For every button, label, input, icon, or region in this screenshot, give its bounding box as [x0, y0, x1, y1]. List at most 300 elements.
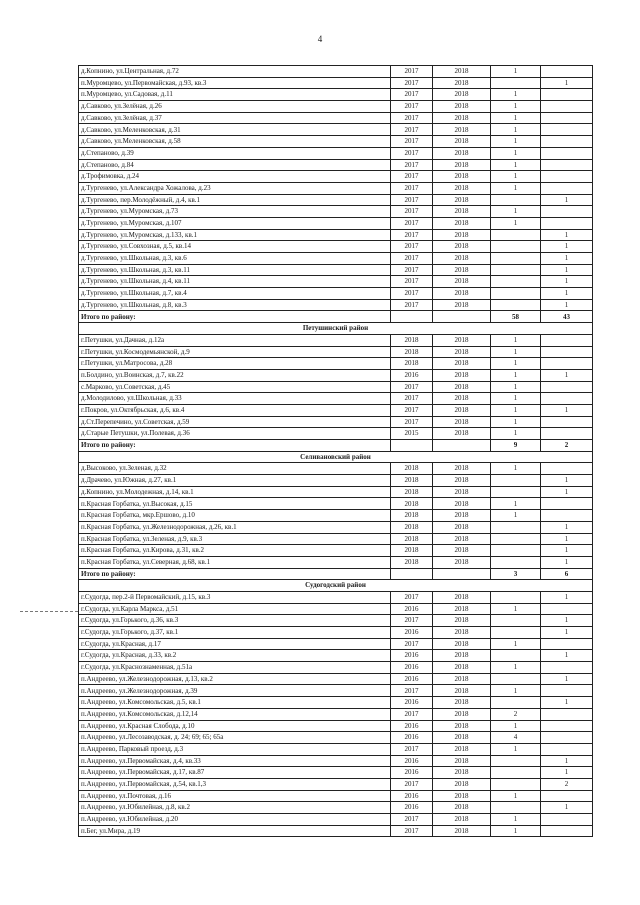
- table-row: [79, 486, 593, 498]
- year-start-cell: 2017: [391, 253, 433, 265]
- year-start-cell: 2016: [391, 790, 433, 802]
- count-b-cell: 1: [541, 556, 593, 568]
- count-a-cell: 1: [491, 814, 541, 826]
- address-cell: д.Старые Петушки, ул.Полевая, д.36: [79, 428, 391, 440]
- year-start-cell: 2016: [391, 369, 433, 381]
- district-total-row: [79, 568, 593, 580]
- year-end-cell: 2018: [433, 276, 491, 288]
- year-start-cell: 2018: [391, 358, 433, 370]
- year-end-cell: 2018: [433, 393, 491, 405]
- table-row: [79, 498, 593, 510]
- table-row: [79, 545, 593, 557]
- count-b-cell: 1: [541, 369, 593, 381]
- year-end-cell: 2018: [433, 299, 491, 311]
- address-cell: г.Петушки, ул.Матросова, д.28: [79, 358, 391, 370]
- count-a-cell: 1: [491, 720, 541, 732]
- table-row: [79, 101, 593, 113]
- year-end-cell: 2018: [433, 416, 491, 428]
- year-end-cell: 2018: [433, 369, 491, 381]
- year-end-cell: 2018: [433, 603, 491, 615]
- address-cell: п.Андреево, ул.Комсомольская, д.12,14: [79, 708, 391, 720]
- year-start-cell: 2018: [391, 486, 433, 498]
- count-a-cell: [491, 697, 541, 709]
- count-b-cell: 1: [541, 533, 593, 545]
- year-end-cell: 2018: [433, 802, 491, 814]
- count-b-cell: [541, 416, 593, 428]
- year-start-cell: 2017: [391, 124, 433, 136]
- table-row: [79, 662, 593, 674]
- count-b-cell: 1: [541, 77, 593, 89]
- table-row: [79, 627, 593, 639]
- count-b-cell: [541, 159, 593, 171]
- address-cell: г.Судогда, ул.Красная, д.17: [79, 638, 391, 650]
- table-row: [79, 720, 593, 732]
- year-end-cell: 2018: [433, 685, 491, 697]
- year-start-cell: 2017: [391, 591, 433, 603]
- year-start-cell: 2017: [391, 229, 433, 241]
- count-b-cell: [541, 206, 593, 218]
- address-cell: г.Петушки, ул.Дачная, д.12а: [79, 334, 391, 346]
- empty-cell: [433, 440, 491, 452]
- count-b-cell: [541, 732, 593, 744]
- count-b-cell: 1: [541, 545, 593, 557]
- count-a-cell: [491, 755, 541, 767]
- table-row: [79, 533, 593, 545]
- count-a-cell: 1: [491, 498, 541, 510]
- district-name: Петушинский район: [79, 323, 593, 335]
- count-a-cell: 1: [491, 638, 541, 650]
- count-a-cell: [491, 229, 541, 241]
- count-b-cell: 1: [541, 194, 593, 206]
- year-start-cell: 2017: [391, 171, 433, 183]
- year-end-cell: 2018: [433, 545, 491, 557]
- year-end-cell: 2018: [433, 404, 491, 416]
- table-row: [79, 334, 593, 346]
- count-b-cell: [541, 346, 593, 358]
- table-row: [79, 299, 593, 311]
- count-b-cell: [541, 112, 593, 124]
- year-start-cell: 2017: [391, 147, 433, 159]
- table-row: [79, 124, 593, 136]
- table-row: [79, 217, 593, 229]
- year-end-cell: 2018: [433, 720, 491, 732]
- count-a-cell: 1: [491, 182, 541, 194]
- address-cell: д.Тургенево, ул.Муромская, д.107: [79, 217, 391, 229]
- count-b-cell: 1: [541, 697, 593, 709]
- address-cell: д.Тургенево, ул.Школьная, д.4, кв.11: [79, 276, 391, 288]
- table-row: [79, 89, 593, 101]
- address-cell: п.Красная Горбатка, ул.Высокая, д.15: [79, 498, 391, 510]
- table-row: [79, 264, 593, 276]
- count-b-cell: 1: [541, 673, 593, 685]
- year-end-cell: 2018: [433, 136, 491, 148]
- table-row: [79, 615, 593, 627]
- year-end-cell: 2018: [433, 650, 491, 662]
- table-row: [79, 685, 593, 697]
- empty-cell: [391, 311, 433, 323]
- count-b-cell: 1: [541, 650, 593, 662]
- table-row: [79, 381, 593, 393]
- count-a-cell: 1: [491, 381, 541, 393]
- table-row: [79, 743, 593, 755]
- count-a-cell: [491, 767, 541, 779]
- empty-cell: [433, 311, 491, 323]
- table-row: [79, 136, 593, 148]
- address-cell: г.Судогда, ул.Горького, д.36, кв.3: [79, 615, 391, 627]
- count-a-cell: 1: [491, 112, 541, 124]
- year-end-cell: 2018: [433, 89, 491, 101]
- year-start-cell: 2017: [391, 299, 433, 311]
- count-b-cell: [541, 603, 593, 615]
- year-start-cell: 2016: [391, 662, 433, 674]
- year-start-cell: 2017: [391, 136, 433, 148]
- year-end-cell: 2018: [433, 264, 491, 276]
- count-b-cell: 2: [541, 778, 593, 790]
- count-a-cell: 1: [491, 825, 541, 837]
- year-start-cell: 2016: [391, 732, 433, 744]
- address-cell: г.Судогда, пер.2-й Первомайский, д.15, кв.3: [79, 591, 391, 603]
- count-a-cell: [491, 533, 541, 545]
- year-end-cell: 2018: [433, 159, 491, 171]
- count-b-cell: 1: [541, 475, 593, 487]
- count-a-cell: [491, 673, 541, 685]
- count-b-cell: [541, 662, 593, 674]
- table-row: [79, 475, 593, 487]
- housing-table: [78, 65, 593, 837]
- address-cell: г.Покров, ул.Октябрьская, д.6, кв.4: [79, 404, 391, 416]
- count-a-cell: 1: [491, 124, 541, 136]
- count-a-cell: 1: [491, 393, 541, 405]
- total-count-a: 9: [491, 440, 541, 452]
- count-a-cell: 1: [491, 603, 541, 615]
- address-cell: п.Бег, ул.Мира, д.19: [79, 825, 391, 837]
- total-count-a: 3: [491, 568, 541, 580]
- table-row: [79, 650, 593, 662]
- year-end-cell: 2018: [433, 814, 491, 826]
- address-cell: п.Муромцево, ул.Садовая, д.11: [79, 89, 391, 101]
- address-cell: д.Степаново, д.39: [79, 147, 391, 159]
- table-row: [79, 802, 593, 814]
- year-start-cell: 2017: [391, 159, 433, 171]
- table-row: [79, 790, 593, 802]
- count-a-cell: 1: [491, 662, 541, 674]
- count-b-cell: [541, 66, 593, 78]
- year-start-cell: 2016: [391, 627, 433, 639]
- table-row: [79, 697, 593, 709]
- count-b-cell: 1: [541, 767, 593, 779]
- count-a-cell: 1: [491, 416, 541, 428]
- address-cell: п.Красная Горбатка, мкр.Ершово, д.10: [79, 510, 391, 522]
- address-cell: п.Андреево, ул.Первомайская, д.17, кв.87: [79, 767, 391, 779]
- year-start-cell: 2018: [391, 533, 433, 545]
- address-cell: д.Тургенево, ул.Совхозная, д.5, кв.14: [79, 241, 391, 253]
- address-cell: д.Тургенево, ул.Муромская, д.73: [79, 206, 391, 218]
- count-b-cell: 1: [541, 404, 593, 416]
- year-start-cell: 2017: [391, 101, 433, 113]
- year-end-cell: 2018: [433, 463, 491, 475]
- address-cell: п.Андреево, ул.Комсомольская, д.5, кв.1: [79, 697, 391, 709]
- year-end-cell: 2018: [433, 498, 491, 510]
- year-end-cell: 2018: [433, 288, 491, 300]
- count-a-cell: [491, 276, 541, 288]
- year-start-cell: 2018: [391, 521, 433, 533]
- count-a-cell: [491, 802, 541, 814]
- table-row: [79, 112, 593, 124]
- address-cell: г.Судогда, ул.Красная, д.33, кв.2: [79, 650, 391, 662]
- year-start-cell: 2017: [391, 112, 433, 124]
- count-b-cell: 1: [541, 627, 593, 639]
- year-start-cell: 2017: [391, 217, 433, 229]
- address-cell: г.Судогда, ул.Горького, д.37, кв.1: [79, 627, 391, 639]
- count-a-cell: [491, 627, 541, 639]
- address-cell: д.Савково, ул.Зелёная, д.37: [79, 112, 391, 124]
- count-a-cell: 1: [491, 206, 541, 218]
- year-start-cell: 2015: [391, 428, 433, 440]
- count-b-cell: [541, 89, 593, 101]
- count-a-cell: [491, 486, 541, 498]
- year-start-cell: 2018: [391, 545, 433, 557]
- count-b-cell: [541, 147, 593, 159]
- year-end-cell: 2018: [433, 510, 491, 522]
- address-cell: д.Савково, ул.Зелёная, д.26: [79, 101, 391, 113]
- total-label: Итого по району:: [79, 440, 391, 452]
- count-b-cell: 1: [541, 521, 593, 533]
- count-b-cell: 1: [541, 486, 593, 498]
- count-b-cell: [541, 638, 593, 650]
- year-start-cell: 2017: [391, 206, 433, 218]
- address-cell: д.Тургенево, ул.Школьная, д.3, кв.11: [79, 264, 391, 276]
- year-end-cell: 2018: [433, 428, 491, 440]
- count-a-cell: 1: [491, 358, 541, 370]
- page-number: 4: [317, 34, 323, 44]
- address-cell: п.Красная Горбатка, ул.Кирова, д.31, кв.2: [79, 545, 391, 557]
- table-row: [79, 556, 593, 568]
- count-a-cell: 1: [491, 66, 541, 78]
- table-row: [79, 358, 593, 370]
- table-row: [79, 521, 593, 533]
- count-b-cell: [541, 381, 593, 393]
- table-row: [79, 182, 593, 194]
- year-start-cell: 2017: [391, 393, 433, 405]
- address-cell: п.Андреево, Парковый проезд, д.3: [79, 743, 391, 755]
- count-a-cell: [491, 545, 541, 557]
- count-b-cell: 1: [541, 802, 593, 814]
- count-b-cell: 1: [541, 615, 593, 627]
- total-count-a: 58: [491, 311, 541, 323]
- address-cell: с.Марково, ул.Советская, д.45: [79, 381, 391, 393]
- year-start-cell: 2018: [391, 334, 433, 346]
- count-a-cell: 1: [491, 147, 541, 159]
- count-b-cell: [541, 498, 593, 510]
- address-cell: п.Андреево, ул.Юбилейная, д.8, кв.2: [79, 802, 391, 814]
- count-a-cell: 1: [491, 404, 541, 416]
- year-end-cell: 2018: [433, 217, 491, 229]
- year-end-cell: 2018: [433, 194, 491, 206]
- count-b-cell: [541, 720, 593, 732]
- address-cell: п.Андреево, ул.Красная Слобода, д.10: [79, 720, 391, 732]
- count-a-cell: [491, 77, 541, 89]
- address-cell: д.Степаново, д.84: [79, 159, 391, 171]
- year-end-cell: 2018: [433, 627, 491, 639]
- year-end-cell: 2018: [433, 556, 491, 568]
- table-row: [79, 66, 593, 78]
- year-end-cell: 2018: [433, 229, 491, 241]
- year-end-cell: 2018: [433, 334, 491, 346]
- table-row: [79, 825, 593, 837]
- year-start-cell: 2016: [391, 650, 433, 662]
- year-start-cell: 2018: [391, 346, 433, 358]
- count-b-cell: 1: [541, 264, 593, 276]
- table-row: [79, 603, 593, 615]
- address-cell: д.Тургенево, ул.Школьная, д.7, кв.4: [79, 288, 391, 300]
- year-start-cell: 2017: [391, 182, 433, 194]
- table-row: [79, 206, 593, 218]
- count-b-cell: [541, 428, 593, 440]
- year-start-cell: 2017: [391, 77, 433, 89]
- year-end-cell: 2018: [433, 112, 491, 124]
- table-row: [79, 732, 593, 744]
- total-count-b: 43: [541, 311, 593, 323]
- year-start-cell: 2017: [391, 615, 433, 627]
- table-row: [79, 147, 593, 159]
- year-end-cell: 2018: [433, 124, 491, 136]
- count-b-cell: [541, 136, 593, 148]
- year-start-cell: 2017: [391, 638, 433, 650]
- count-a-cell: 1: [491, 790, 541, 802]
- year-end-cell: 2018: [433, 147, 491, 159]
- count-b-cell: [541, 708, 593, 720]
- year-end-cell: 2018: [433, 101, 491, 113]
- table-row: [79, 253, 593, 265]
- year-start-cell: 2016: [391, 802, 433, 814]
- year-start-cell: 2017: [391, 241, 433, 253]
- year-start-cell: 2016: [391, 603, 433, 615]
- table-body: [79, 66, 593, 837]
- count-a-cell: 1: [491, 510, 541, 522]
- table-row: [79, 463, 593, 475]
- count-a-cell: [491, 556, 541, 568]
- year-end-cell: 2018: [433, 521, 491, 533]
- count-b-cell: 1: [541, 276, 593, 288]
- total-count-b: 6: [541, 568, 593, 580]
- year-end-cell: 2018: [433, 673, 491, 685]
- count-a-cell: 4: [491, 732, 541, 744]
- table-row: [79, 767, 593, 779]
- count-b-cell: [541, 182, 593, 194]
- count-a-cell: 1: [491, 89, 541, 101]
- address-cell: г.Петушки, ул.Космодемьянской, д.9: [79, 346, 391, 358]
- year-end-cell: 2018: [433, 475, 491, 487]
- year-start-cell: 2017: [391, 814, 433, 826]
- table-row: [79, 673, 593, 685]
- address-cell: д.Тургенево, ул.Школьная, д.8, кв.3: [79, 299, 391, 311]
- table-row: [79, 171, 593, 183]
- year-start-cell: 2017: [391, 89, 433, 101]
- year-start-cell: 2017: [391, 416, 433, 428]
- year-start-cell: 2017: [391, 685, 433, 697]
- total-label: Итого по району:: [79, 311, 391, 323]
- address-cell: п.Красная Горбатка, ул.Северная, д.68, кв.1: [79, 556, 391, 568]
- year-start-cell: 2017: [391, 288, 433, 300]
- year-end-cell: 2018: [433, 732, 491, 744]
- count-b-cell: 1: [541, 253, 593, 265]
- count-a-cell: [491, 253, 541, 265]
- count-b-cell: [541, 743, 593, 755]
- district-header-row: [79, 451, 593, 463]
- table-row: [79, 778, 593, 790]
- count-a-cell: [491, 521, 541, 533]
- address-cell: п.Андреево, ул.Первомайская, д.54, кв.1,3: [79, 778, 391, 790]
- count-a-cell: [491, 650, 541, 662]
- count-b-cell: 1: [541, 241, 593, 253]
- count-b-cell: 1: [541, 299, 593, 311]
- year-end-cell: 2018: [433, 755, 491, 767]
- total-count-b: 2: [541, 440, 593, 452]
- table-row: [79, 404, 593, 416]
- year-start-cell: 2017: [391, 825, 433, 837]
- address-cell: д.Тургенево, ул.Муромская, д.133, кв.1: [79, 229, 391, 241]
- count-a-cell: 1: [491, 463, 541, 475]
- address-cell: д.Савково, ул.Меленковская, д.58: [79, 136, 391, 148]
- address-cell: п.Андреево, ул.Железнодорожная, д.39: [79, 685, 391, 697]
- table-row: [79, 229, 593, 241]
- district-name: Судогодский район: [79, 580, 593, 592]
- year-end-cell: 2018: [433, 615, 491, 627]
- address-cell: п.Болдино, ул.Воинская, д.7, кв.22: [79, 369, 391, 381]
- count-b-cell: [541, 814, 593, 826]
- count-a-cell: 1: [491, 346, 541, 358]
- year-end-cell: 2018: [433, 591, 491, 603]
- year-start-cell: 2017: [391, 708, 433, 720]
- year-end-cell: 2018: [433, 182, 491, 194]
- address-cell: п.Муромцево, ул.Первомайская, д.93, кв.3: [79, 77, 391, 89]
- address-cell: д.Тургенево, ул.Школьная, д.3, кв.6: [79, 253, 391, 265]
- year-end-cell: 2018: [433, 767, 491, 779]
- count-a-cell: 1: [491, 101, 541, 113]
- district-total-row: [79, 311, 593, 323]
- year-end-cell: 2018: [433, 77, 491, 89]
- year-start-cell: 2016: [391, 720, 433, 732]
- count-b-cell: [541, 685, 593, 697]
- count-b-cell: [541, 463, 593, 475]
- year-end-cell: 2018: [433, 486, 491, 498]
- year-end-cell: 2018: [433, 790, 491, 802]
- year-start-cell: 2017: [391, 404, 433, 416]
- address-cell: г.Судогда, ул.Карла Маркса, д.51: [79, 603, 391, 615]
- count-a-cell: 1: [491, 217, 541, 229]
- year-end-cell: 2018: [433, 743, 491, 755]
- count-a-cell: 1: [491, 171, 541, 183]
- table-row: [79, 276, 593, 288]
- count-a-cell: [491, 264, 541, 276]
- district-name: Селивановский район: [79, 451, 593, 463]
- count-b-cell: [541, 510, 593, 522]
- year-start-cell: 2016: [391, 697, 433, 709]
- count-a-cell: [491, 299, 541, 311]
- address-cell: д.Молодилово, ул.Школьная, д.33: [79, 393, 391, 405]
- table-row: [79, 159, 593, 171]
- count-a-cell: 2: [491, 708, 541, 720]
- count-a-cell: 1: [491, 685, 541, 697]
- address-cell: п.Андреево, ул.Первомайская, д.4, кв.33: [79, 755, 391, 767]
- table-row: [79, 241, 593, 253]
- table-row: [79, 416, 593, 428]
- year-start-cell: 2016: [391, 767, 433, 779]
- address-cell: п.Андреево, ул.Лесозаводская, д. 24; 69; 65; 65а: [79, 732, 391, 744]
- count-b-cell: 1: [541, 755, 593, 767]
- table-row: [79, 708, 593, 720]
- year-end-cell: 2018: [433, 358, 491, 370]
